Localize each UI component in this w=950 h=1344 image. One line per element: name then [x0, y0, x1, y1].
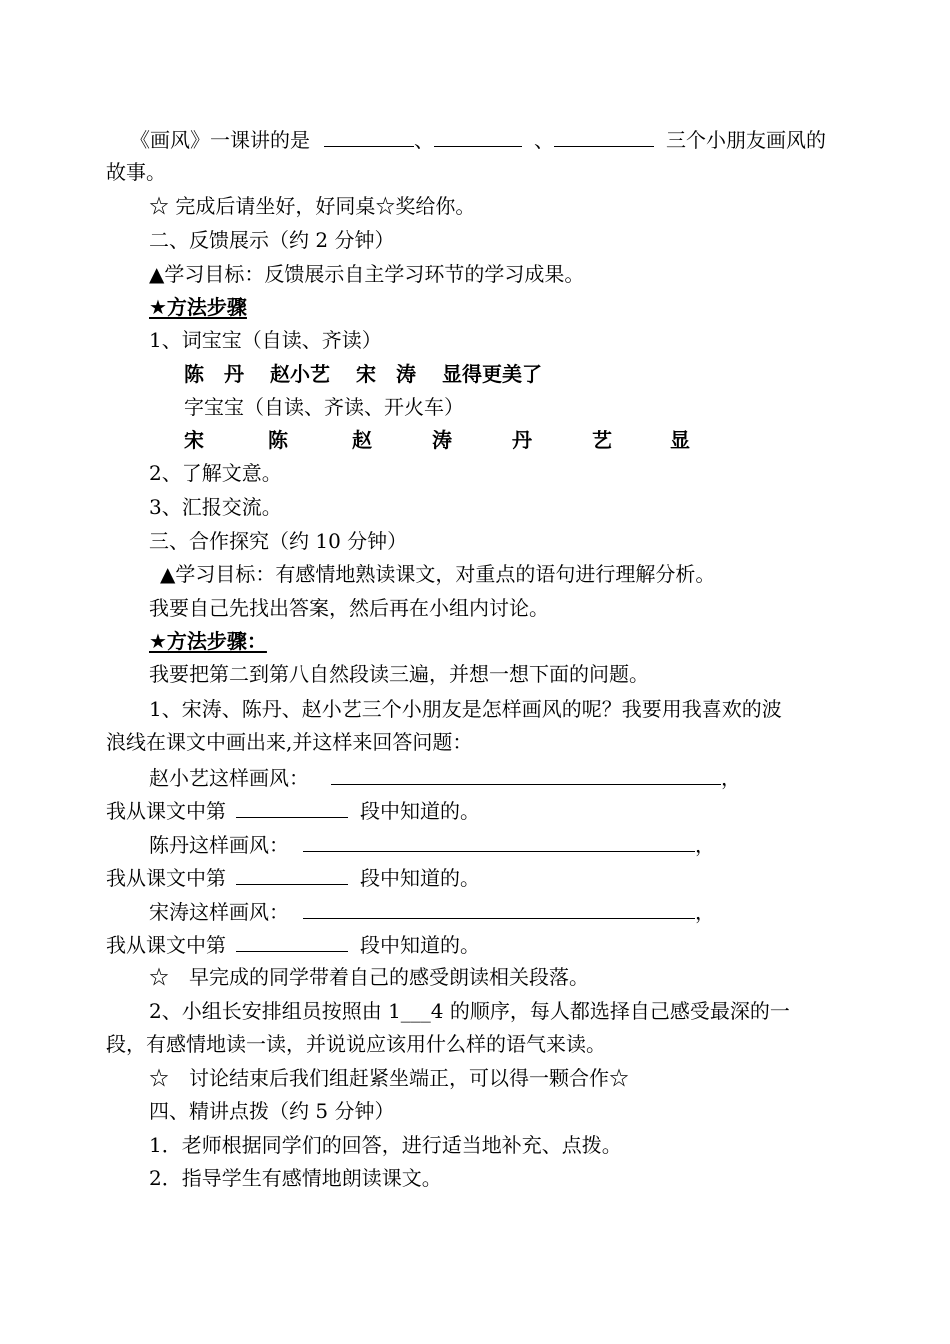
star-note-1: ☆ 完成后请坐好，好同桌☆奖给你。 — [149, 194, 476, 218]
word-item: 宋 涛 — [356, 362, 416, 386]
answer-chen-row — [149, 831, 715, 855]
learning-goal-2: ▲学习目标：有感情地熟读课文，对重点的语句进行理解分析。 — [160, 562, 716, 586]
char-list — [184, 428, 690, 452]
paragraph-row-2 — [106, 864, 480, 888]
method-steps-heading-2: ★方法步骤： — [149, 629, 267, 653]
char-item: 丹 — [512, 428, 532, 452]
answer-label: 宋涛这样画风： — [149, 900, 289, 924]
paragraph-label: 我从课文中第 — [106, 799, 226, 823]
word-list — [184, 362, 542, 386]
method-steps-heading-1: ★方法步骤 — [149, 295, 247, 319]
paragraph-blank-1[interactable] — [236, 797, 348, 818]
blank-1[interactable] — [324, 126, 414, 147]
star-note-2: ☆ 早完成的同学带着自己的感受朗读相关段落。 — [149, 965, 589, 989]
intro-text-end: 三个小朋友画风的 — [666, 128, 826, 152]
comma: ， — [695, 833, 715, 857]
char-item: 涛 — [432, 428, 452, 452]
answer-chen-blank[interactable] — [303, 831, 695, 852]
star-note-3: ☆ 讨论结束后我们组赶紧坐端正，可以得一颗合作☆ — [149, 1066, 629, 1090]
separator: 、 — [414, 128, 434, 152]
intro-sentence-cont: 故事。 — [106, 160, 166, 184]
section-3-heading: 三、合作探究（约 10 分钟） — [149, 529, 408, 553]
intro-text: 《画风》一课讲的是 — [130, 128, 310, 152]
char-item: 显 — [670, 428, 690, 452]
paragraph-label-end: 段中知道的。 — [360, 799, 480, 823]
discussion-note: 我要自己先找出答案，然后再在小组内讨论。 — [149, 596, 549, 620]
word-item: 赵小艺 — [270, 362, 330, 386]
paragraph-label-end: 段中知道的。 — [360, 933, 480, 957]
paragraph-blank-3[interactable] — [236, 931, 348, 952]
step-2-understand: 2、了解文意。 — [149, 461, 282, 485]
question-1: 1、宋涛、陈丹、赵小艺三个小朋友是怎样画风的呢？我要用我喜欢的波 — [149, 697, 782, 721]
word-item: 显得更美了 — [442, 362, 542, 386]
char-treasure-label: 字宝宝（自读、齐读、开火车） — [184, 395, 464, 419]
paragraph-label: 我从课文中第 — [106, 933, 226, 957]
paragraph-blank-2[interactable] — [236, 864, 348, 885]
answer-label: 陈丹这样画风： — [149, 833, 289, 857]
comma: ， — [721, 766, 741, 790]
char-item: 陈 — [268, 428, 288, 452]
word-treasure-label: 1、词宝宝（自读、齐读） — [149, 328, 382, 352]
answer-song-blank[interactable] — [303, 898, 695, 919]
question-1-cont: 浪线在课文中画出来,并这样来回答问题： — [106, 730, 473, 754]
word-item: 陈 丹 — [184, 362, 244, 386]
teacher-step-1: 1．老师根据同学们的回答，进行适当地补充、点拨。 — [149, 1133, 622, 1157]
blank-2[interactable] — [434, 126, 522, 147]
answer-label: 赵小艺这样画风： — [149, 766, 309, 790]
char-item: 艺 — [592, 428, 612, 452]
char-item: 赵 — [352, 428, 372, 452]
paragraph-row-3 — [106, 931, 480, 955]
comma: ， — [695, 900, 715, 924]
reading-instruction: 我要把第二到第八自然段读三遍，并想一想下面的问题。 — [149, 662, 649, 686]
learning-goal-1: ▲学习目标：反馈展示自主学习环节的学习成果。 — [149, 262, 585, 286]
char-item: 宋 — [184, 428, 204, 452]
section-2-heading: 二、反馈展示（约 2 分钟） — [149, 228, 395, 252]
paragraph-row-1 — [106, 797, 480, 821]
step-3-report: 3、汇报交流。 — [149, 495, 282, 519]
group-instruction-cont: 段，有感情地读一读，并说说应该用什么样的语气来读。 — [106, 1032, 606, 1056]
answer-zhao-blank[interactable] — [331, 764, 721, 785]
intro-sentence — [130, 126, 826, 150]
paragraph-label: 我从课文中第 — [106, 866, 226, 890]
group-instruction: 2、小组长安排组员按照由 1___4 的顺序，每人都选择自己感受最深的一 — [149, 999, 790, 1023]
answer-song-row — [149, 898, 715, 922]
teacher-step-2: 2．指导学生有感情地朗读课文。 — [149, 1166, 442, 1190]
answer-zhao-row — [149, 764, 741, 788]
section-4-heading: 四、精讲点拨（约 5 分钟） — [149, 1099, 395, 1123]
blank-3[interactable] — [554, 126, 654, 147]
separator: 、 — [534, 128, 554, 152]
paragraph-label-end: 段中知道的。 — [360, 866, 480, 890]
